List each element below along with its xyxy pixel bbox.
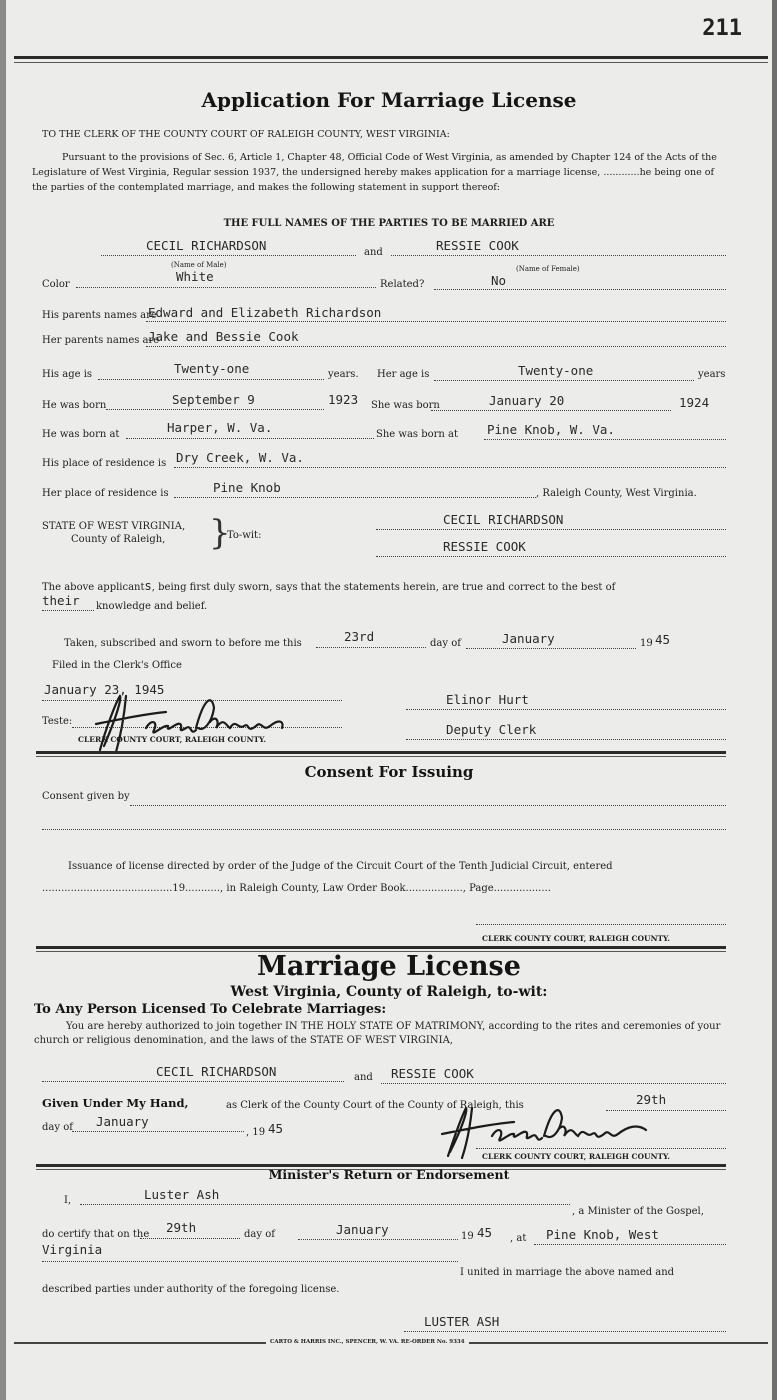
her-residence-label: Her place of residence is: [42, 488, 169, 499]
her-residence-suffix: , Raleigh County, West Virginia.: [536, 488, 697, 499]
their-line: [42, 610, 94, 611]
section-rule-2: [36, 946, 726, 949]
minister-year-prefix: 19: [461, 1231, 474, 1242]
color-value: White: [176, 269, 214, 284]
deputy-title: Deputy Clerk: [446, 722, 537, 737]
related-label: Related?: [380, 279, 425, 290]
minister-day: 29th: [166, 1220, 197, 1235]
given-year-prefix: , 19: [246, 1127, 266, 1138]
she-born-date: January 20: [489, 393, 565, 408]
minister-title: Minister's Return or Endorsement: [268, 1167, 510, 1182]
license-and-label: and: [354, 1072, 373, 1083]
she-born-at-value: Pine Knob, W. Va.: [487, 422, 615, 437]
united-text: I united in marriage the above named and: [460, 1267, 675, 1278]
her-age-label: Her age is: [377, 369, 430, 380]
described-text: described parties under authority of the foregoing license.: [42, 1284, 340, 1295]
page-number: 211: [702, 16, 742, 41]
application-title: Application For Marriage License: [201, 88, 577, 112]
register-page: [6, 0, 772, 1400]
section-rule-1: [36, 751, 726, 754]
she-born-line: [431, 410, 671, 411]
to-any-person: To Any Person Licensed To Celebrate Marriages:: [34, 1002, 387, 1017]
her-parents-line: [146, 346, 726, 347]
her-parents-label: Her parents names are: [42, 335, 160, 346]
his-residence-value: Dry Creek, W. Va.: [176, 450, 304, 465]
taken-year-prefix: 19: [640, 638, 653, 649]
his-residence-line: [174, 467, 726, 468]
and-label: and: [364, 247, 383, 258]
top-rule: [14, 56, 768, 59]
brace: }: [209, 513, 231, 553]
color-label: Color: [42, 279, 70, 290]
consent-date-line: .........................................19..........., in Raleigh County, Law Order Book.................., Page..................: [42, 883, 551, 894]
his-age-line: [98, 379, 324, 380]
license-female-name: RESSIE COOK: [391, 1066, 474, 1081]
county-label: County of Raleigh,: [71, 534, 166, 545]
filed-label: Filed in the Clerk's Office: [52, 660, 182, 671]
sworn-text: The above applicants, being first duly sworn, says that the statements herein, are true and correct to the best of: [42, 579, 616, 593]
issuance-text: Issuance of license directed by order of the Judge of the Circuit Court of the Tenth Judicial Circuit, entered: [68, 861, 613, 872]
clerk-court-label: CLERK COUNTY COURT, RALEIGH COUNTY.: [78, 735, 267, 744]
minister-month: January: [336, 1222, 389, 1237]
related-line: [434, 289, 726, 290]
applicant-2: RESSIE COOK: [443, 539, 526, 554]
given-day: 29th: [636, 1092, 667, 1107]
section-rule-1b: [36, 756, 726, 757]
printer-line: CARTO & HARRIS INC., SPENCER, W. VA. RE-ORDER No. 9334: [266, 1340, 469, 1346]
he-born-year: 1923: [328, 392, 359, 407]
deputy-name-line: [406, 709, 726, 710]
consent-label: Consent given by: [42, 791, 130, 802]
taken-label: Taken, subscribed and sworn to before me this: [64, 638, 302, 649]
clerk-signature-2: [434, 1100, 664, 1160]
she-born-at-line: [484, 439, 726, 440]
to-wit-label: To-wit:: [227, 530, 262, 541]
male-name: CECIL RICHARDSON: [146, 238, 267, 253]
applicant-1: CECIL RICHARDSON: [443, 512, 564, 527]
license-subtitle: West Virginia, County of Raleigh, to-wit:: [230, 984, 548, 1000]
she-born-label: She was born: [371, 400, 440, 411]
name-of-female-label: (Name of Female): [516, 265, 580, 273]
he-born-date: September 9: [172, 392, 255, 407]
male-name-line: [101, 255, 356, 256]
filed-date: January 23, 1945: [44, 682, 165, 697]
given-text: as Clerk of the County Court of the County of Raleigh, this: [226, 1100, 524, 1111]
his-age-value: Twenty-one: [174, 361, 250, 376]
knowledge-label: knowledge and belief.: [96, 601, 208, 612]
her-age-value: Twenty-one: [518, 363, 594, 378]
minister-place-line-2: [42, 1261, 458, 1262]
consent-line-1: [130, 805, 726, 806]
license-male-line: [42, 1081, 344, 1082]
he-born-label: He was born: [42, 400, 107, 411]
minister-year: 45: [477, 1225, 493, 1240]
minister-month-line: [298, 1239, 458, 1240]
name-of-male-label: (Name of Male): [171, 261, 227, 269]
minister-of: , a Minister of the Gospel,: [572, 1206, 704, 1217]
minister-place-2: Virginia: [42, 1242, 103, 1257]
minister-name-line: [80, 1204, 570, 1205]
his-parents-line: [146, 321, 726, 322]
minister-name: Luster Ash: [144, 1187, 220, 1202]
minister-place-line-1: [534, 1244, 726, 1245]
given-month: January: [96, 1114, 149, 1129]
deputy-name: Elinor Hurt: [446, 692, 529, 707]
minister-day-of: day of: [244, 1229, 275, 1240]
license-title: Marriage License: [257, 951, 521, 982]
top-rule-thin: [14, 62, 768, 63]
he-born-at-label: He was born at: [42, 429, 120, 440]
given-month-line: [72, 1131, 244, 1132]
minister-signature-line: [404, 1331, 726, 1332]
taken-year: 45: [655, 632, 671, 647]
preamble-text: Pursuant to the provisions of Sec. 6, Article 1, Chapter 48, Official Code of West Virginia, as amended by Chapter 124 of the Acts of the Legislature of West Virginia, Regular session 1937, the undersigned hereby makes application for a marriage license, ............he being one of the parties of the contemplated marriage, and makes the following statement in support thereof:: [32, 152, 717, 193]
taken-day-line: [316, 647, 426, 648]
his-residence-label: His place of residence is: [42, 458, 167, 469]
to-clerk-line: TO THE CLERK OF THE COUNTY COURT OF RALEIGH COUNTY, WEST VIRGINIA:: [42, 129, 450, 140]
he-born-line: [106, 409, 324, 410]
consent-title: Consent For Issuing: [304, 763, 474, 781]
full-names-heading: THE FULL NAMES OF THE PARTIES TO BE MARRIED ARE: [223, 218, 555, 229]
her-residence-value: Pine Knob: [213, 480, 281, 495]
related-value: No: [491, 273, 507, 288]
applicant-2-line: [376, 556, 726, 557]
authorized-text: You are hereby authorized to join together IN THE HOLY STATE OF MATRIMONY, according to the rites and ceremonies of your church or religious denomination, and the laws of the STATE OF WEST VIRGINIA,: [34, 1021, 721, 1046]
he-born-at-line: [126, 438, 374, 439]
minister-at: , at: [510, 1233, 527, 1244]
taken-day: 23rd: [344, 629, 375, 644]
color-line: [76, 287, 376, 288]
taken-month-line: [466, 648, 636, 649]
license-female-line: [381, 1083, 726, 1084]
he-born-at-value: Harper, W. Va.: [167, 420, 273, 435]
their-value: their: [42, 593, 80, 608]
female-name: RESSIE COOK: [436, 238, 519, 253]
day-of-label: day of: [430, 638, 461, 649]
minister-signature: LUSTER ASH: [424, 1314, 500, 1329]
consent-line-2: [42, 829, 726, 830]
given-year: 45: [268, 1121, 284, 1136]
clerk-signature-1: [86, 688, 306, 758]
her-residence-line: [174, 497, 536, 498]
deputy-title-line: [406, 739, 726, 740]
consent-clerk-line: [476, 924, 726, 925]
certify-label: do certify that on the: [42, 1229, 150, 1240]
state-label: STATE OF WEST VIRGINIA,: [42, 521, 186, 532]
applicant-1-line: [376, 529, 726, 530]
his-age-label: His age is: [42, 369, 93, 380]
consent-clerk-label: CLERK COUNTY COURT, RALEIGH COUNTY.: [482, 934, 671, 943]
given-day-of-label: day of: [42, 1122, 73, 1133]
female-name-line: [391, 255, 726, 256]
given-label: Given Under My Hand,: [42, 1096, 189, 1110]
teste-label: Teste:: [42, 716, 73, 727]
minister-i-label: I,: [64, 1195, 72, 1206]
taken-month: January: [502, 631, 555, 646]
license-clerk-label: CLERK COUNTY COURT, RALEIGH COUNTY.: [482, 1152, 671, 1161]
minister-place-1: Pine Knob, West: [546, 1227, 659, 1242]
her-parents-value: Jake and Bessie Cook: [148, 329, 299, 344]
his-parents-value: Edward and Elizabeth Richardson: [148, 305, 382, 320]
she-born-at-label: She was born at: [376, 429, 459, 440]
his-parents-label: His parents names are: [42, 310, 157, 321]
minister-day-line: [140, 1238, 240, 1239]
license-clerk-line: [476, 1148, 726, 1149]
her-age-line: [434, 380, 694, 381]
license-male-name: CECIL RICHARDSON: [156, 1064, 277, 1079]
she-born-year: 1924: [679, 395, 710, 410]
years-label-2: years: [698, 369, 726, 380]
page-edge: [772, 0, 777, 1400]
years-label: years.: [328, 369, 359, 380]
